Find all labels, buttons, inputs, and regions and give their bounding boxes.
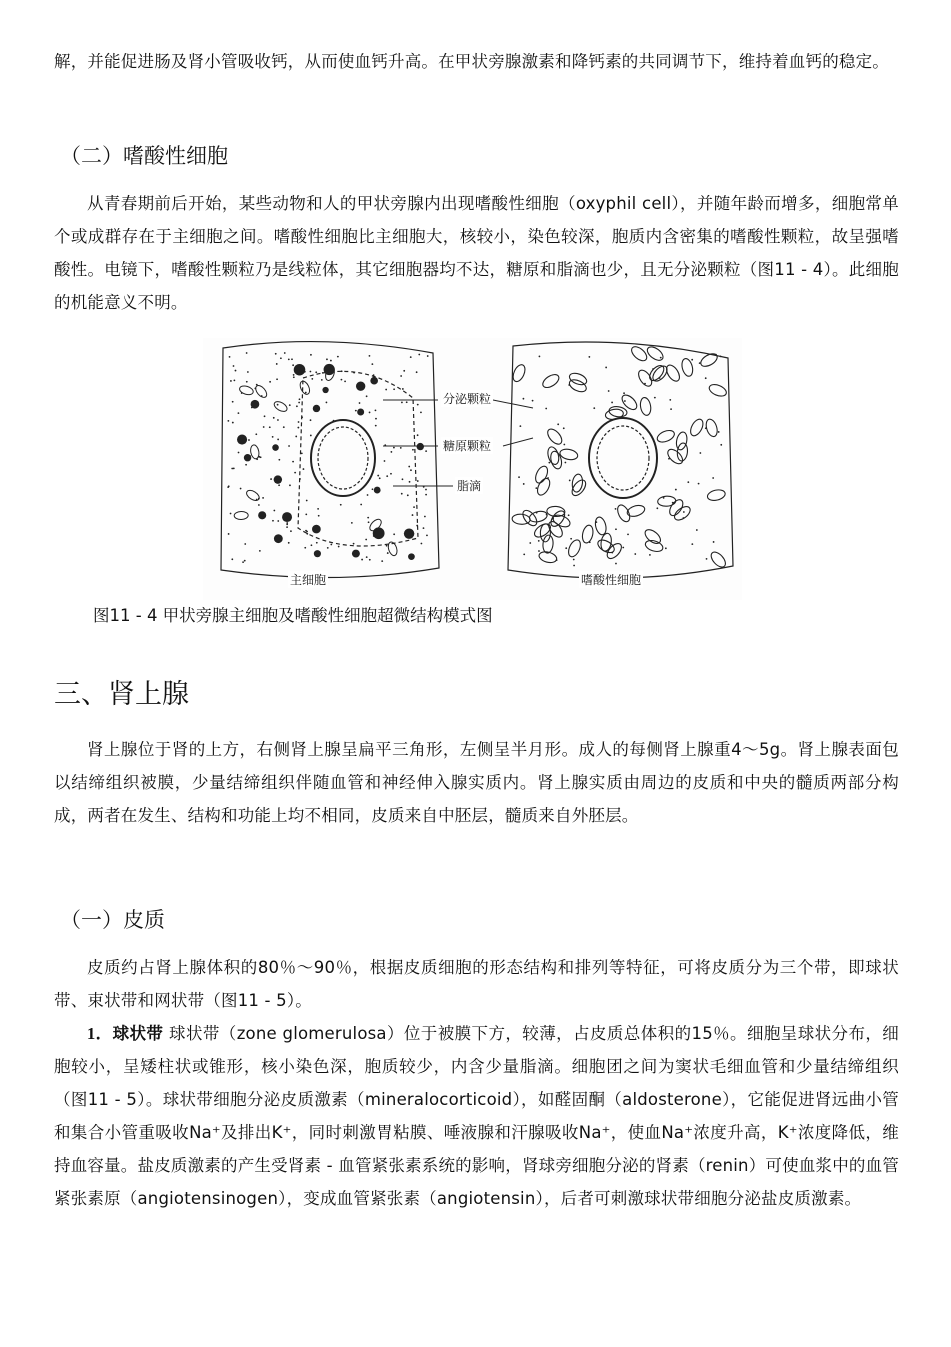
organelle xyxy=(244,439,246,441)
organelle xyxy=(288,445,290,447)
organelle xyxy=(306,500,308,502)
organelle xyxy=(247,371,249,373)
organelle xyxy=(412,449,414,451)
organelle xyxy=(233,468,235,470)
organelle xyxy=(373,535,375,537)
organelle xyxy=(563,427,565,429)
organelle xyxy=(255,433,257,435)
organelle xyxy=(529,542,531,544)
organelle xyxy=(318,515,320,517)
organelle xyxy=(369,412,371,414)
organelle xyxy=(330,360,332,362)
organelle xyxy=(401,402,403,404)
organelle xyxy=(372,488,374,490)
organelle xyxy=(276,363,278,365)
organelle xyxy=(290,530,292,532)
organelle xyxy=(277,404,279,406)
organelle xyxy=(322,372,324,374)
label-chief-cell: 主细胞 xyxy=(290,573,327,587)
organelle xyxy=(705,377,707,379)
organelle xyxy=(367,494,369,496)
organelle xyxy=(228,485,230,487)
organelle xyxy=(416,525,418,527)
organelle xyxy=(570,538,572,540)
organelle xyxy=(523,398,525,400)
organelle xyxy=(337,356,339,358)
organelle xyxy=(292,461,294,463)
organelle xyxy=(615,508,617,510)
organelle xyxy=(523,483,525,485)
paragraph-continuation: 解，并能促进肠及肾小管吸收钙，从而使血钙升高。在甲状旁腺激素和降钙素的共同调节下，维持着血钙的稳定。 xyxy=(54,52,889,71)
organelle xyxy=(292,364,294,366)
subheading-cortex: （一）皮质 xyxy=(60,908,165,932)
organelle xyxy=(427,355,429,357)
organelle xyxy=(275,353,277,355)
organelle xyxy=(682,517,684,519)
organelle xyxy=(325,366,327,368)
organelle xyxy=(410,469,412,471)
organelle xyxy=(687,481,689,483)
organelle xyxy=(232,401,234,403)
organelle xyxy=(232,422,234,424)
organelle xyxy=(424,516,426,518)
organelle xyxy=(589,541,591,543)
organelle xyxy=(421,543,423,545)
organelle xyxy=(277,439,279,441)
organelle xyxy=(393,447,395,449)
organelle xyxy=(675,489,677,491)
organelle xyxy=(375,425,377,427)
organelle xyxy=(563,444,565,446)
organelle xyxy=(548,462,550,464)
organelle xyxy=(272,444,279,451)
organelle xyxy=(317,508,319,510)
organelle xyxy=(538,540,540,542)
organelle xyxy=(310,371,312,373)
organelle xyxy=(298,421,300,423)
organelle xyxy=(293,374,295,376)
organelle xyxy=(698,483,700,485)
organelle xyxy=(402,478,404,480)
organelle xyxy=(242,561,244,563)
organelle xyxy=(683,511,685,513)
organelle xyxy=(375,418,377,420)
organelle xyxy=(229,356,231,358)
organelle xyxy=(386,475,388,477)
organelle xyxy=(659,377,661,379)
organelle xyxy=(314,550,321,557)
subheading-oxyphil-cells: （二）嗜酸性细胞 xyxy=(60,144,228,168)
label-glycogen-granules: 糖原颗粒 xyxy=(443,439,492,453)
organelle xyxy=(286,526,288,528)
organelle xyxy=(298,402,300,404)
figure-caption: 图11 - 4 甲状旁腺主细胞及嗜酸性细胞超微结构模式图 xyxy=(93,606,493,625)
organelle xyxy=(417,404,419,406)
organelle xyxy=(381,560,383,562)
organelle xyxy=(258,504,260,506)
organelle xyxy=(259,550,261,552)
organelle xyxy=(344,380,346,382)
organelle xyxy=(251,407,253,409)
organelle xyxy=(233,365,235,367)
organelle xyxy=(360,504,362,506)
organelle xyxy=(359,402,361,404)
organelle xyxy=(316,542,318,544)
organelle xyxy=(276,378,278,380)
organelle xyxy=(277,419,279,421)
organelle xyxy=(274,534,283,543)
organelle xyxy=(420,411,422,413)
organelle xyxy=(417,480,419,482)
organelle xyxy=(406,401,408,403)
organelle xyxy=(720,355,722,357)
organelle xyxy=(573,559,575,561)
organelle xyxy=(295,436,297,438)
organelle xyxy=(425,489,427,491)
organelle xyxy=(269,381,271,383)
organelle xyxy=(312,525,321,534)
organelle xyxy=(289,484,291,486)
organelle xyxy=(568,514,570,516)
organelle xyxy=(539,356,541,358)
organelle xyxy=(284,352,286,354)
organelle xyxy=(321,379,323,381)
organelle xyxy=(286,523,288,525)
organelle xyxy=(357,408,364,415)
organelle xyxy=(246,381,248,383)
organelle xyxy=(270,478,272,480)
organelle xyxy=(238,452,240,454)
organelle xyxy=(545,408,547,410)
organelle xyxy=(231,468,233,470)
organelle xyxy=(273,510,275,512)
organelle xyxy=(306,533,308,535)
organelle xyxy=(274,475,282,483)
organelle xyxy=(305,530,307,532)
organelle xyxy=(712,477,714,479)
organelle xyxy=(393,388,395,390)
organelle xyxy=(627,533,629,535)
organelle xyxy=(532,400,534,402)
organelle xyxy=(426,534,428,536)
organelle xyxy=(387,552,389,554)
organelle xyxy=(407,494,409,496)
organelle xyxy=(401,493,403,495)
organelle xyxy=(699,362,701,364)
organelle xyxy=(324,364,335,375)
organelle xyxy=(245,464,247,466)
organelle xyxy=(341,370,343,372)
organelle xyxy=(311,544,313,546)
organelle xyxy=(535,487,537,489)
organelle xyxy=(240,488,242,490)
organelle xyxy=(330,544,332,546)
organelle xyxy=(353,543,355,545)
organelle xyxy=(720,444,722,446)
organelle xyxy=(231,558,233,560)
organelle xyxy=(278,484,280,486)
organelle xyxy=(283,426,285,428)
organelle xyxy=(557,423,559,425)
organelle xyxy=(310,419,312,421)
organelle xyxy=(418,354,420,356)
organelle xyxy=(665,547,667,549)
item-lead: 1．球状带 xyxy=(87,1024,164,1043)
organelle xyxy=(341,379,343,381)
organelle xyxy=(523,553,525,555)
organelle xyxy=(569,480,571,482)
organelle xyxy=(301,452,303,454)
organelle xyxy=(718,431,720,433)
organelle xyxy=(611,552,613,554)
organelle xyxy=(400,375,402,377)
organelle xyxy=(672,502,674,504)
label-lipid-droplets: 脂滴 xyxy=(457,479,482,493)
organelle xyxy=(412,514,414,516)
organelle xyxy=(272,520,274,522)
organelle xyxy=(288,358,290,360)
item-body: 球状带（zone glomerulosa）位于被膜下方，较薄，占皮质总体积的15％。细胞呈球状分布，细胞较小，呈矮柱状或锥形，核小染色深，胞质较少，内含少量脂滴。细胞团之间为窦状毛细血管和少量结缔组织（图11 - 5）。球状带细胞分泌皮质激素（mineralocorticoid），如醛固酮（aldosterone），它能促进肾远曲小管和集合小管重吸收Na⁺及排出K⁺，同时刺激胃粘膜、唾液腺和汗腺吸收Na⁺，使血Na⁺浓度升高，K⁺浓度降低，维持血容量。盐皮质激素的产生受肾素 - 血管紧张素系统的影响，肾球旁细胞分泌的肾素（renin）可使血浆中的血管紧张素原（angiotensinogen），变成血管紧张素（angiotensin），后者可刺激球状带细胞分泌盐皮质激素。 xyxy=(54,1024,900,1208)
organelle xyxy=(565,547,567,549)
organelle xyxy=(409,481,411,483)
organelle xyxy=(374,487,381,494)
organelle xyxy=(519,425,521,427)
organelle xyxy=(293,376,295,378)
organelle xyxy=(305,513,307,515)
organelle xyxy=(691,359,693,361)
organelle xyxy=(410,356,412,358)
label-oxyphil-cell: 嗜酸性细胞 xyxy=(581,573,642,587)
organelle xyxy=(699,452,701,454)
organelle xyxy=(536,512,538,514)
organelle xyxy=(299,478,301,480)
organelle xyxy=(230,513,232,515)
organelle xyxy=(313,405,320,412)
organelle xyxy=(310,435,312,437)
paragraph-adrenal-intro: 肾上腺位于肾的上方，右侧肾上腺呈扁平三角形，左侧呈半月形。成人的每侧肾上腺重4～5g。肾上腺表面包以结缔组织被膜，少量结缔组织伴随血管和神经伸入腺实质内。肾上腺实质由周边的皮质和中央的髓质两部分构成，两者在发生、结构和功能上均不相同，皮质来自中胚层，髓质来自外胚层。 xyxy=(54,740,899,825)
organelle xyxy=(595,521,597,523)
organelle xyxy=(269,426,271,428)
organelle xyxy=(390,473,392,475)
organelle xyxy=(644,383,646,385)
organelle xyxy=(408,466,410,468)
organelle xyxy=(230,380,232,382)
organelle xyxy=(384,460,386,462)
organelle xyxy=(353,372,355,374)
organelle xyxy=(615,528,617,530)
paragraph-cortex: 皮质约占肾上腺体积的80％～90％，根据皮质细胞的形态结构和排列等特征，可将皮质分为三个带，即球状带、束状带和网状带（图11 - 5）。 xyxy=(54,958,899,1010)
organelle xyxy=(227,420,229,422)
organelle xyxy=(282,512,292,522)
organelle xyxy=(273,417,275,419)
organelle xyxy=(656,507,658,509)
organelle xyxy=(338,546,340,548)
organelle xyxy=(373,374,375,376)
organelle xyxy=(366,556,368,558)
organelle xyxy=(303,468,305,470)
organelle xyxy=(272,436,274,438)
organelle xyxy=(573,565,575,567)
organelle xyxy=(368,521,370,523)
organelle xyxy=(327,547,329,549)
organelle xyxy=(669,399,671,401)
organelle xyxy=(608,390,610,392)
organelle xyxy=(301,416,303,418)
organelle xyxy=(379,477,381,479)
organelle xyxy=(369,355,371,357)
organelle xyxy=(403,370,405,372)
organelle xyxy=(538,550,540,552)
organelle xyxy=(244,560,246,562)
organelle xyxy=(298,370,300,372)
label-secretory-granules: 分泌颗粒 xyxy=(443,392,492,406)
organelle xyxy=(369,559,371,561)
organelle xyxy=(564,462,566,464)
organelle xyxy=(568,384,570,386)
organelle xyxy=(412,556,414,558)
organelle xyxy=(402,388,404,390)
figure-11-4 xyxy=(203,338,742,600)
organelle xyxy=(400,447,402,449)
organelle xyxy=(235,370,237,372)
organelle xyxy=(593,407,595,409)
organelle xyxy=(315,371,317,373)
organelle xyxy=(417,434,419,436)
organelle xyxy=(408,553,415,560)
organelle xyxy=(233,379,235,381)
organelle xyxy=(294,472,296,474)
organelle xyxy=(278,459,280,461)
organelle xyxy=(263,426,265,428)
paragraph-oxyphil: 从青春期前后开始，某些动物和人的甲状旁腺内出现嗜酸性细胞（oxyphil cell），并随年龄而增多，细胞常单个或成群存在于主细胞之间。嗜酸性细胞比主细胞大，核较小，染色较深，胞质内含密集的嗜酸性颗粒，故呈强嗜酸性。电镜下，嗜酸性颗粒乃是线粒体，其它细胞器均不达，糖原和脂滴也少，且无分泌颗粒（图11 - 4）。此细胞的机能意义不明。 xyxy=(54,194,899,312)
organelle xyxy=(361,559,363,561)
organelle xyxy=(375,409,377,411)
organelle xyxy=(297,427,299,429)
organelle xyxy=(277,520,279,522)
organelle xyxy=(326,402,328,404)
organelle xyxy=(291,358,293,360)
organelle xyxy=(670,408,672,410)
organelle xyxy=(385,389,387,391)
organelle xyxy=(416,371,418,373)
organelle xyxy=(288,542,290,544)
organelle xyxy=(351,522,353,524)
organelle xyxy=(425,450,427,452)
organelle xyxy=(588,356,590,358)
organelle xyxy=(518,476,520,478)
organelle xyxy=(355,410,357,412)
organelle xyxy=(417,443,424,450)
organelle xyxy=(611,402,613,404)
organelle xyxy=(366,395,368,397)
organelle xyxy=(377,475,379,477)
organelle xyxy=(310,354,312,356)
organelle xyxy=(305,392,307,394)
organelle xyxy=(546,514,548,516)
organelle xyxy=(333,420,335,422)
organelle xyxy=(365,539,367,541)
organelle xyxy=(547,477,549,479)
organelle xyxy=(262,497,264,499)
organelle xyxy=(244,543,246,545)
organelle xyxy=(623,392,625,394)
organelle xyxy=(264,415,266,417)
paragraph-zona-glomerulosa xyxy=(54,1017,899,1215)
organelle xyxy=(404,528,414,538)
organelle xyxy=(660,357,662,359)
organelle xyxy=(652,368,654,370)
organelle xyxy=(552,518,554,520)
organelle xyxy=(649,554,651,556)
organelle xyxy=(713,541,715,543)
organelle xyxy=(304,547,306,549)
organelle xyxy=(624,400,626,402)
organelle xyxy=(296,405,298,407)
organelle xyxy=(715,354,717,356)
organelle xyxy=(654,397,656,399)
organelle xyxy=(423,527,425,529)
organelle xyxy=(425,494,427,496)
organelle xyxy=(238,412,240,414)
organelle xyxy=(691,543,693,545)
section-heading-adrenal: 三、肾上腺 xyxy=(54,679,189,710)
organelle xyxy=(393,533,395,535)
organelle xyxy=(311,378,313,380)
organelle xyxy=(356,381,365,390)
organelle xyxy=(258,511,266,519)
organelle xyxy=(696,529,698,531)
organelle xyxy=(248,439,250,441)
organelle xyxy=(390,451,392,453)
organelle xyxy=(556,559,558,561)
organelle xyxy=(386,545,388,547)
organelle xyxy=(370,377,378,385)
organelle xyxy=(289,404,291,406)
organelle xyxy=(299,398,301,400)
organelle xyxy=(373,527,385,539)
organelle xyxy=(605,367,607,369)
organelle xyxy=(413,506,415,508)
organelle xyxy=(322,387,328,393)
organelle xyxy=(706,558,708,560)
organelle xyxy=(352,550,360,558)
organelle xyxy=(371,363,373,365)
organelle xyxy=(326,358,328,360)
organelle xyxy=(340,504,342,506)
organelle xyxy=(367,517,369,519)
organelle xyxy=(228,533,230,535)
organelle xyxy=(634,553,636,555)
organelle xyxy=(304,371,306,373)
organelle xyxy=(249,455,251,457)
organelle xyxy=(615,563,617,565)
organelle xyxy=(705,427,707,429)
organelle xyxy=(240,438,242,440)
ultrastructure-diagram xyxy=(203,338,742,600)
organelle xyxy=(280,357,282,359)
organelle xyxy=(668,458,670,460)
organelle xyxy=(622,547,624,549)
organelle xyxy=(663,497,665,499)
organelle xyxy=(246,352,248,354)
